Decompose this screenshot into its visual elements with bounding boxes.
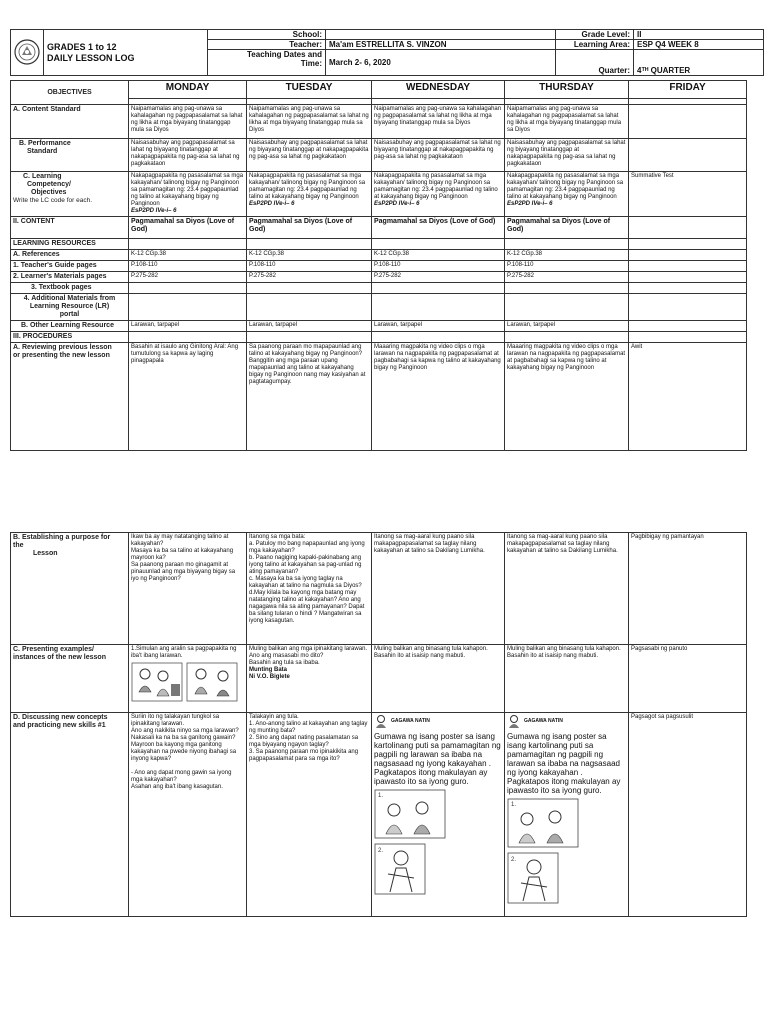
other-resources-label: B. Other Learning Resource (11, 321, 129, 332)
content-standard-thu: Naipamamalas ang pag-unawa sa kahalagahan ng pagpapasalamat sa lahat ng likha at mga biyayang tinatanggap mula sa Diyos (505, 105, 629, 139)
competency-text: Nakapagpapakita ng pasasalamat sa mga kakayahan/ talinong bigay ng Panginoon sa pamamagitan ng: 23.4 pagpapaunlad ng talino at kakayahang bigay ng Panginoon (249, 173, 366, 200)
teacher-value: Ma'am ESTRELLITA S. VINZON (326, 40, 556, 50)
competency-code: EsP2PD IVe-i– 6 (131, 208, 177, 214)
presenting-fri: Pagsasabi ng panuto (629, 645, 747, 713)
review-label (11, 343, 129, 451)
competency-label (11, 172, 129, 217)
presenting-wed: Muling balikan ang binasang tula kahapon. Basahin ito at isaisip nang mabuti. (372, 645, 505, 713)
competency-code: EsP2PD IVe-i– 6 (507, 201, 553, 207)
content-tue: Pagmamahal sa Diyos (Love of God) (247, 217, 372, 239)
school-label: School: (208, 30, 326, 40)
other-wed: Larawan, tarpapel (372, 321, 505, 332)
lm-label: 2. Learner's Materials pages (11, 272, 129, 283)
additional-label-3: portal (59, 311, 80, 318)
svg-text:2.: 2. (511, 857, 517, 863)
objectives-header: OBJECTIVES (11, 81, 129, 105)
textbook-label: 3. Textbook pages (11, 283, 129, 294)
lm-mon: P.275-282 (129, 272, 247, 283)
svg-text:1.: 1. (511, 802, 517, 808)
pencil-child-icon (507, 714, 521, 728)
area-value: ESP Q4 WEEK 8 (634, 40, 764, 50)
competency-wed (372, 172, 505, 217)
discussing-label-1: D. Discussing new concepts (13, 714, 108, 721)
dates-label-2: Time: (300, 59, 322, 68)
competency-mon (129, 172, 247, 217)
children-activity-illustration (131, 662, 239, 702)
poem-title: Munting Bata (249, 667, 287, 673)
performance-wed: Naisasabuhay ang pagpapasalamat sa lahat ng biyayang tinatanggap at nakapagpapakita ng pag-asa sa lahat ng pagkakataon (372, 139, 505, 172)
content-wed: Pagmamahal sa Diyos (Love of God) (372, 217, 505, 239)
task-text: Gumawa ng isang poster sa isang kartolinang puti sa pamamagitan ng pagpili ng larawan sa ibaba na nagsasaad ng iyong kakayahan . Pagkatapos itong makulayan ay ipawasto ito sa iyong guro. (374, 732, 501, 786)
discussing-fri: Pagsagot sa pagsusulit (629, 713, 747, 917)
purpose-mon: Ikaw ba ay may natatanging talino at kakayahan? Masaya ka ba sa talino at kakayahang mayroon ka? Sa paanong paraan mo ginagamit at pinauunlad ang mga biyayang bigay sa iyo ng Panginoon? (129, 533, 247, 645)
gagawa-label: GAGAWA NATIN (391, 717, 430, 724)
grade-label: Grade Level: (556, 30, 634, 40)
competency-text: Nakapagpapakita ng pasasalamat sa mga kakayahan/ talinong bigay ng Panginoon sa pamamagitan ng: 23.4 pagpapaunlad ng talino at kakayahang bigay ng Panginoon (507, 173, 624, 200)
review-thu: Maaaring magpakita ng video clips o mga larawan na nagpapakita ng pagpapasalamat at pagbabahagi sa kapwa ng talino at kakayahang bigay ng Panginoon (505, 343, 629, 451)
competency-tue (247, 172, 372, 217)
gagawa-label: GAGAWA NATIN (524, 717, 563, 724)
dates-value: March 2- 6, 2020 (326, 50, 556, 76)
teacher-label: Teacher: (208, 40, 326, 50)
content-standard-label: A. Content Standard (11, 105, 129, 139)
competency-code: EsP2PD IVe-i– 6 (374, 201, 420, 207)
purpose-label (11, 533, 129, 645)
purpose-label-1: B. Establishing a purpose for (13, 534, 111, 541)
ref-tue: K-12 CGp.38 (247, 250, 372, 261)
ref-mon: K-12 CGp.38 (129, 250, 247, 261)
competency-label-3: Objectives (31, 189, 67, 196)
content-standard-mon: Naipamamalas ang pag-unawa sa kahalagahan ng pagpapasalamat sa lahat ng likha at mga biyayang tinatanggap mula sa Diyos (129, 105, 247, 139)
presenting-label-1: C. Presenting examples/ (13, 646, 94, 653)
additional-label-2: Learning Resource (LR) (29, 303, 110, 310)
competency-label-1: C. Learning (23, 173, 62, 180)
poem-author: Ni V.O. Biglete (249, 674, 290, 680)
purpose-thu: Itanong sa mag-aaral kung paano sila makapagpapasalamat sa taglay nilang kakayahan at talino sa Dakilang Lumikha. (505, 533, 629, 645)
presenting-label (11, 645, 129, 713)
competency-thu (505, 172, 629, 217)
competency-text: Nakapagpapakita ng pasasalamat sa mga kakayahan/ talinong bigay ng Panginoon sa pamamagitan ng: 23.4 pagpapaunlad ng talino at kakayahang bigay ng Panginoon (131, 173, 244, 207)
content-fri (629, 217, 747, 239)
pencil-child-icon (374, 714, 388, 728)
presenting-mon (129, 645, 247, 713)
discussing-mon: Suriin ito ng talakayan tungkol sa ipinakitang larawan. Ano ang nakikita ninyo sa mga larawan? Nakasali ka na ba sa ganitong gawain? Mayroon ba kayong mga ganitong kakayahan na pwede niyong ibahagi sa inyong kapwa? - Ano ang dapat mong gawin sa iyong mga kakayahan? Asahan ang iba't ibang kasagutan. (129, 713, 247, 917)
additional-label (11, 294, 129, 321)
header-table (10, 29, 764, 76)
quarter-label: Quarter: (556, 50, 634, 76)
day-tuesday: TUESDAY (247, 81, 372, 99)
day-wednesday: WEDNESDAY (372, 81, 505, 99)
ref-wed: K-12 CGp.38 (372, 250, 505, 261)
review-wed: Maaaring magpakita ng video clips o mga larawan na nagpapakita ng pagpapasalamat at pagbabahagi sa kapwa ng talino at kakayahang bigay ng Panginoon (372, 343, 505, 451)
title-cell (44, 30, 208, 76)
additional-label-1: 4. Additional Materials from (23, 295, 116, 302)
tg-tue: P.108-110 (247, 261, 372, 272)
ref-thu: K-12 CGp.38 (505, 250, 629, 261)
competency-code: EsP2PD IVe-i– 6 (249, 201, 295, 207)
discussing-wed (372, 713, 505, 917)
review-label-2: or presenting the new lesson (13, 352, 110, 359)
day-thursday: THURSDAY (505, 81, 629, 99)
svg-text:2.: 2. (378, 848, 384, 854)
deped-seal-icon (14, 39, 40, 65)
content-standard-wed: Naipamamalas ang pag-unawa sa kahalagahan ng pagpapasalamat sa lahat ng likha at mga biyayang tinatanggap mula sa Diyos (372, 105, 505, 139)
kids-activity-pictures (374, 788, 474, 896)
presenting-mon-text: 1.Simulan ang aralin sa pagpapakita ng iba't ibang larawan. (131, 646, 237, 659)
day-monday: MONDAY (129, 81, 247, 99)
tg-label: 1. Teacher's Guide pages (11, 261, 129, 272)
competency-label-4: Write the LC code for each. (13, 197, 93, 204)
lm-thu: P.275-282 (505, 272, 629, 283)
content-label: II. CONTENT (11, 217, 129, 239)
performance-label-1: B. Performance (19, 140, 71, 147)
review-label-1: A. Reviewing previous lesson (13, 344, 112, 351)
performance-label-2: Standard (27, 148, 58, 155)
dates-label-1: Teaching Dates and (247, 50, 322, 59)
kids-activity-pictures (507, 797, 607, 905)
presenting-label-2: instances of the new lesson (13, 654, 106, 661)
discussing-tue: Talakayin ang tula. 1. Ano-anong talino at kakayahan ang taglay ng munting bata? 2. Sino ang dapat nating pasalamatan sa mga biyayang ngayon taglay? 3. Sa paanong paraan mo ipinakikita ang pagpapasalamat para sa mga ito? (247, 713, 372, 917)
school-value (326, 30, 556, 40)
content-mon: Pagmamahal sa Diyos (Love of God) (129, 217, 247, 239)
deped-seal-cell (11, 30, 44, 76)
presenting-tue-2: Ano ang masasabi mo dito? (249, 653, 324, 659)
other-tue: Larawan, tarpapel (247, 321, 372, 332)
svg-text:1.: 1. (378, 793, 384, 799)
performance-fri (629, 139, 747, 172)
content-thu: Pagmamahal sa Diyos (Love of God) (505, 217, 629, 239)
performance-tue: Naisasabuhay ang pagpapasalamat sa lahat ng biyayang tinatanggap at nakapagpapakita ng pag-asa sa lahat ng pagkakataon (247, 139, 372, 172)
purpose-label-3: Lesson (33, 550, 58, 557)
review-tue: Sa paanong paraan mo mapapaunlad ang talino at kakayahang bigay ng Panginoon? Banggitin ang mga paraan upang mapapaunlad ang talino at kakayahang bigay ng Panginoon nang may kasiyahan at pagtatagumpay. (247, 343, 372, 451)
other-mon: Larawan, tarpapel (129, 321, 247, 332)
day-friday: FRIDAY (629, 81, 747, 99)
task-text: Gumawa ng isang poster sa isang kartolinang puti sa pamamagitan ng pagpili ng larawan sa ibaba na nagsasaad ng iyong kakayahan . Pagkatapos itong makulayan ay ipawasto ito sa iyong guro. (507, 732, 621, 795)
review-fri: Awit (629, 343, 747, 451)
gagawa-banner (507, 714, 626, 728)
resources-label: LEARNING RESOURCES (11, 239, 129, 250)
other-thu: Larawan, tarpapel (505, 321, 629, 332)
gagawa-banner (374, 714, 502, 728)
lm-tue: P.275-282 (247, 272, 372, 283)
purpose-tue: Itanong sa mga bata: a. Patuloy mo bang napapaunlad ang iyong mga kakayahan? b. Paano nagiging kapaki-pakinabang ang iyong talino at kakayahan sa pag-unlad ng ating pamayanan? c. Masaya ka ba sa iyong taglay na kakayahan at talino na nagmula sa Diyos? d.May kilala ba kayong mga batang may natatanging talino at kakayahan? Ano ang nagagawa nila sa ating pamayanan? Dapat ba silang tularan o hindi ? Mangatwiran sa iyong kasagutan. (247, 533, 372, 645)
content-standard-tue: Naipamamalas ang pag-unawa sa kahalagahan ng pagpapasalamat sa lahat ng likha at mga biyayang tinatanggap mula sa Diyos (247, 105, 372, 139)
performance-mon: Naisasabuhay ang pagpapasalamat sa lahat ng biyayang tinatanggap at nakapagpapakita ng pag-asa sa lahat ng pagkakataon (129, 139, 247, 172)
purpose-label-2: the (13, 542, 24, 549)
discussing-label (11, 713, 129, 917)
references-label: A. References (11, 250, 129, 261)
review-mon: Basahin at isaulo ang Ginitong Aral: Ang tumutulong sa kapwa ay laging pinagpapala (129, 343, 247, 451)
performance-thu: Naisasabuhay ang pagpapasalamat sa lahat ng biyayang tinatanggap at nakapagpapakita ng pag-asa sa lahat ng pagkakataon (505, 139, 629, 172)
title-line-2: DAILY LESSON LOG (47, 52, 135, 63)
dates-label-cell (208, 50, 326, 76)
competency-text: Nakapagpapakita ng pasasalamat sa mga kakayahan/ talinong bigay ng Panginoon sa pamamagitan ng: 23.4 pagpapaunlad ng talino at kakayahang bigay ng Panginoon (374, 173, 498, 200)
discussing-label-2: and practicing new skills #1 (13, 722, 106, 729)
presenting-thu: Muling balikan ang binasang tula kahapon. Basahin ito at isaisip nang mabuti. (505, 645, 629, 713)
procedures-label: III. PROCEDURES (11, 332, 129, 343)
purpose-fri: Pagbibigay ng pamantayan (629, 533, 747, 645)
content-standard-fri (629, 105, 747, 139)
discussing-thu (505, 713, 629, 917)
lm-wed: P.275-282 (372, 272, 505, 283)
competency-label-2: Competency/ (27, 181, 71, 188)
presenting-tue-3: Basahin ang tula sa ibaba. (249, 660, 320, 666)
area-label: Learning Area: (556, 40, 634, 50)
purpose-wed: Itanong sa mag-aaral kung paano sila makapagpapasalamat sa taglay nilang kakayahan at talino sa Dakilang Lumikha. (372, 533, 505, 645)
tg-wed: P.108-110 (372, 261, 505, 272)
lesson-table-bottom (10, 532, 747, 917)
presenting-tue (247, 645, 372, 713)
quarter-value: 4ᵀᴴ QUARTER (634, 50, 764, 76)
grade-value: II (634, 30, 764, 40)
competency-fri: Summative Test (629, 172, 747, 217)
lesson-table-top (10, 80, 747, 451)
tg-thu: P.108-110 (505, 261, 629, 272)
presenting-tue-1: Muling balikan ang mga ipinakitang larawan. (249, 646, 368, 652)
tg-mon: P.108-110 (129, 261, 247, 272)
performance-standard-label (11, 139, 129, 172)
title-line-1: GRADES 1 to 12 (47, 41, 117, 52)
